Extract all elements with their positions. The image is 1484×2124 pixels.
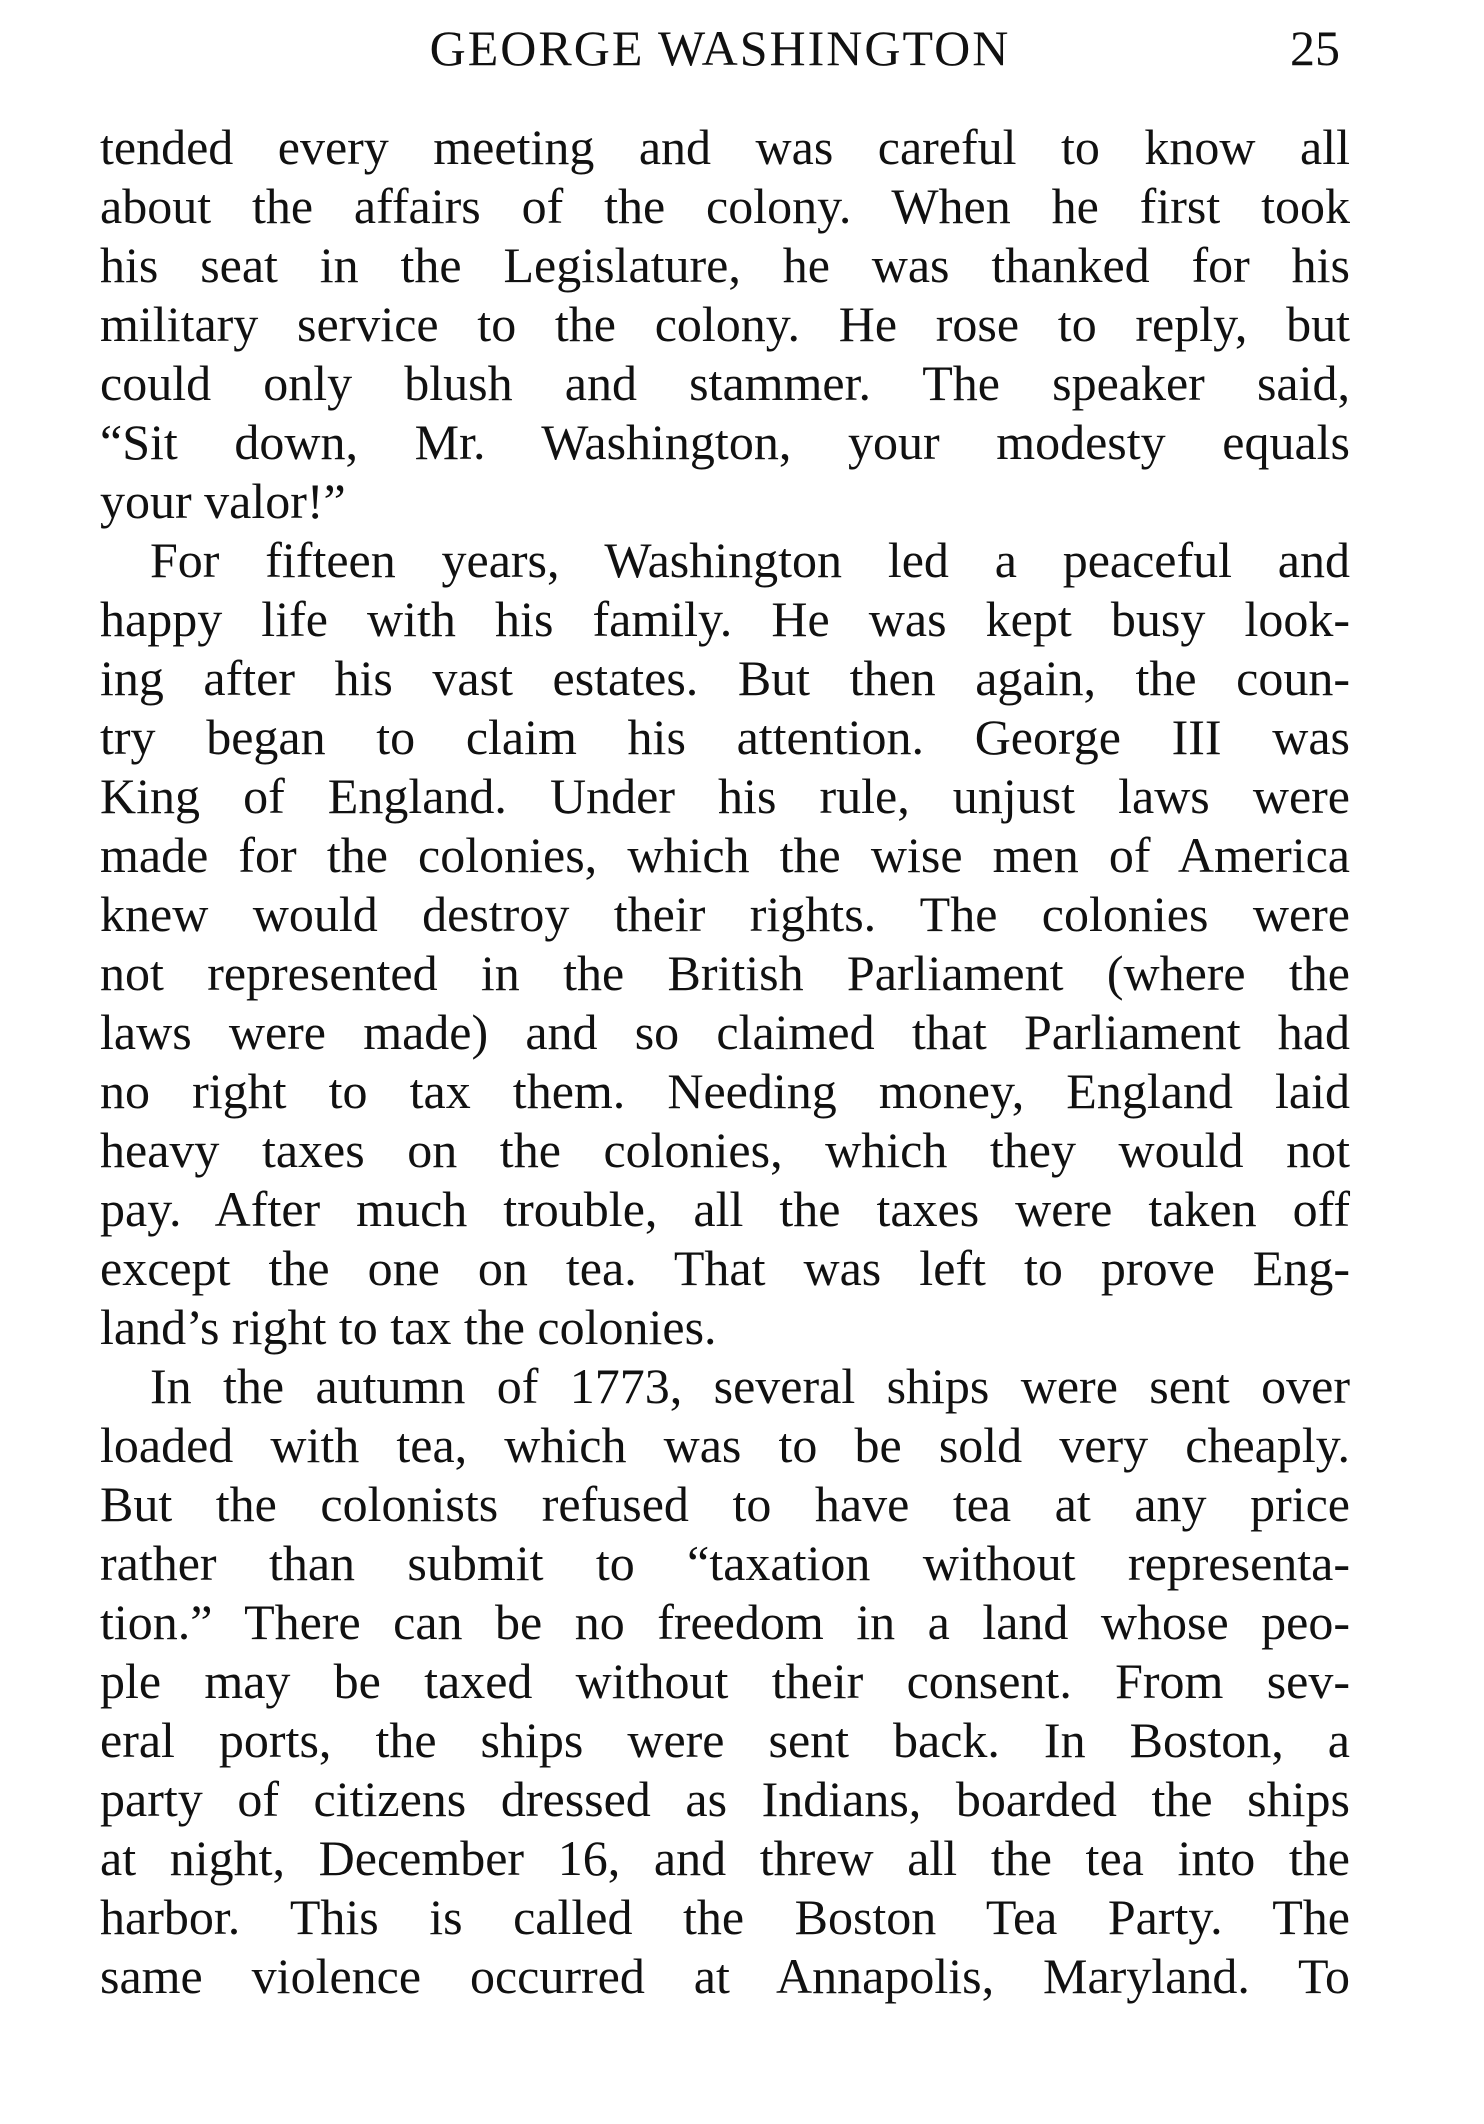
text-line: loaded with tea, which was to be sold very cheaply. bbox=[100, 1417, 1350, 1473]
text-line: But the colonists refused to have tea at any price bbox=[100, 1476, 1350, 1532]
text-line: same violence occurred at Annapolis, Maryland. To bbox=[100, 1948, 1350, 2004]
text-line: ple may be taxed without their consent. From sev- bbox=[100, 1653, 1350, 1709]
text-line: land’s right to tax the colonies. bbox=[100, 1299, 717, 1355]
text-line: no right to tax them. Needing money, England laid bbox=[100, 1063, 1350, 1119]
text-line: party of citizens dressed as Indians, boarded the ships bbox=[100, 1771, 1350, 1827]
running-title: GEORGE WASHINGTON bbox=[429, 20, 1011, 76]
text-line: “Sit down, Mr. Washington, your modesty equals bbox=[100, 414, 1350, 470]
text-line: harbor. This is called the Boston Tea Party. The bbox=[100, 1889, 1350, 1945]
text-line: King of England. Under his rule, unjust laws were bbox=[100, 768, 1350, 824]
text-line: eral ports, the ships were sent back. In Boston, a bbox=[100, 1712, 1350, 1768]
text-line: made for the colonies, which the wise men of America bbox=[100, 827, 1350, 883]
text-line: not represented in the British Parliament (where the bbox=[100, 945, 1350, 1001]
text-line: For fifteen years, Washington led a peaceful and bbox=[150, 532, 1350, 588]
text-line: heavy taxes on the colonies, which they would not bbox=[100, 1122, 1350, 1178]
text-line: about the affairs of the colony. When he first took bbox=[100, 178, 1350, 234]
running-head bbox=[100, 16, 1340, 86]
text-line: happy life with his family. He was kept busy look- bbox=[100, 591, 1350, 647]
text-line: knew would destroy their rights. The colonies were bbox=[100, 886, 1350, 942]
page-number: 25 bbox=[1290, 20, 1340, 76]
text-line: rather than submit to “taxation without representa- bbox=[100, 1535, 1350, 1591]
text-line: could only blush and stammer. The speaker said, bbox=[100, 355, 1350, 411]
text-line: tion.” There can be no freedom in a land whose peo- bbox=[100, 1594, 1350, 1650]
text-line: except the one on tea. That was left to prove Eng- bbox=[100, 1240, 1350, 1296]
text-line: your valor!” bbox=[100, 473, 346, 529]
text-line: try began to claim his attention. George III was bbox=[100, 709, 1350, 765]
body-text bbox=[100, 118, 1350, 2006]
text-line: at night, December 16, and threw all the tea into the bbox=[100, 1830, 1350, 1886]
text-line: his seat in the Legislature, he was thanked for his bbox=[100, 237, 1350, 293]
text-line: pay. After much trouble, all the taxes were taken off bbox=[100, 1181, 1350, 1237]
text-line: laws were made) and so claimed that Parliament had bbox=[100, 1004, 1350, 1060]
text-line: tended every meeting and was careful to know all bbox=[100, 119, 1350, 175]
text-line: In the autumn of 1773, several ships were sent over bbox=[150, 1358, 1350, 1414]
text-line: ing after his vast estates. But then again, the coun- bbox=[100, 650, 1350, 706]
text-line: military service to the colony. He rose to reply, but bbox=[100, 296, 1350, 352]
